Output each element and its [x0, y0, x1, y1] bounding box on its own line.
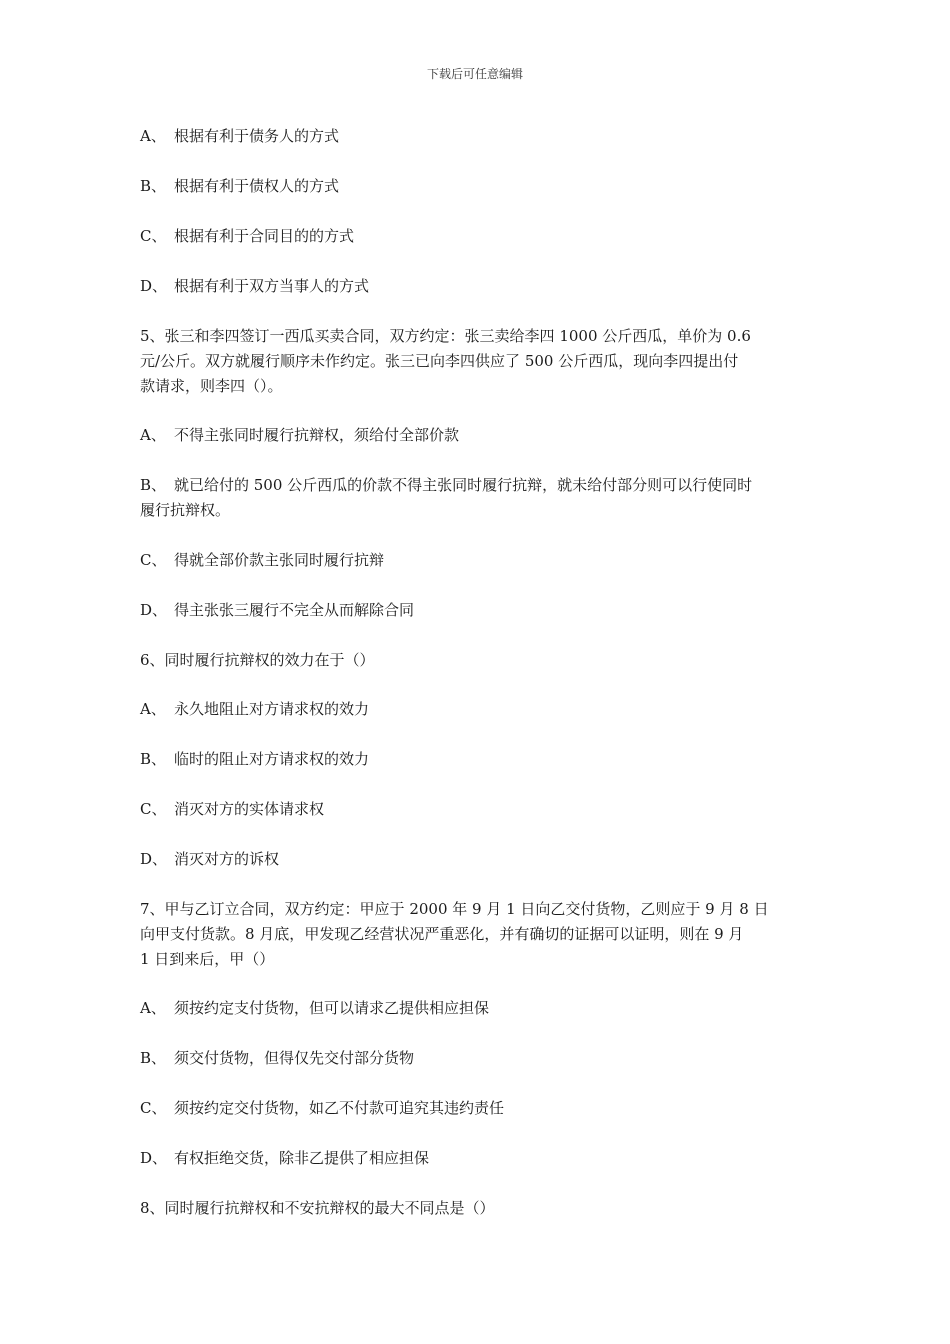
option-letter: D、: [140, 1149, 168, 1167]
option-letter: D、: [140, 601, 168, 619]
q5-option-d: [140, 598, 812, 623]
q4-option-a: [140, 124, 812, 149]
q4-option-c: [140, 224, 812, 249]
option-letter: B、: [140, 476, 167, 494]
q8-stem: 8、同时履行抗辩权和不安抗辩权的最大不同点是（）: [140, 1199, 495, 1217]
option-letter: A、: [140, 127, 166, 145]
option-letter: B、: [140, 1049, 167, 1067]
option-text: 须交付货物，但得仅先交付部分货物: [174, 1049, 415, 1067]
q7-option-c: [140, 1096, 812, 1121]
option-letter: A、: [140, 999, 166, 1017]
option-letter: A、: [140, 426, 166, 444]
option-text: 根据有利于债务人的方式: [174, 127, 340, 145]
option-letter: C、: [140, 227, 167, 245]
page-header: 下载后可任意编辑: [426, 67, 523, 81]
q6-option-b: [140, 747, 812, 772]
option-letter: C、: [140, 1099, 167, 1117]
q7-option-d: [140, 1146, 812, 1171]
q5-stem-line-1: 5、张三和李四签订一西瓜买卖合同，双方约定：张三卖给李四 1000 公斤西瓜，单价为 0.6: [140, 327, 751, 345]
q5-option-b-continuation: 履行抗辩权。: [140, 501, 231, 519]
option-text: 永久地阻止对方请求权的效力: [174, 700, 370, 718]
option-text: 须按约定支付货物，但可以请求乙提供相应担保: [174, 999, 490, 1017]
option-text: 根据有利于债权人的方式: [174, 177, 340, 195]
option-letter: A、: [140, 700, 166, 718]
q6-option-d: [140, 847, 812, 872]
option-letter: D、: [140, 277, 168, 295]
option-letter: C、: [140, 551, 167, 569]
q7-option-a: [140, 996, 812, 1021]
q5-stem-line-3: 款请求，则李四（）。: [140, 377, 283, 395]
option-text: 不得主张同时履行抗辩权，须给付全部价款: [174, 426, 460, 444]
q6-stem: 6、同时履行抗辩权的效力在于（）: [140, 651, 375, 669]
q5-option-a: [140, 423, 812, 448]
option-text: 得就全部价款主张同时履行抗辩: [174, 551, 385, 569]
q4-option-d: [140, 274, 812, 299]
q5-option-b: [140, 473, 812, 498]
option-text: 消灭对方的诉权: [174, 850, 280, 868]
option-text: 得主张张三履行不完全从而解除合同: [174, 601, 415, 619]
option-text: 有权拒绝交货，除非乙提供了相应担保: [174, 1149, 430, 1167]
q7-stem-line-1: 7、甲与乙订立合同，双方约定：甲应于 2000 年 9 月 1 日向乙交付货物，乙则应于 9 月 8 日: [140, 900, 769, 918]
option-text: 消灭对方的实体请求权: [174, 800, 325, 818]
q4-option-b: [140, 174, 812, 199]
option-text: 根据有利于双方当事人的方式: [174, 277, 370, 295]
q5-stem-line-2: 元/公斤。双方就履行顺序未作约定。张三已向李四供应了 500 公斤西瓜，现向李四提出付: [140, 352, 739, 370]
option-letter: B、: [140, 177, 167, 195]
option-text: 就已给付的 500 公斤西瓜的价款不得主张同时履行抗辩，就未给付部分则可以行使同时: [174, 476, 753, 494]
option-letter: B、: [140, 750, 167, 768]
q6-option-a: [140, 697, 812, 722]
option-letter: C、: [140, 800, 167, 818]
q7-stem-line-2: 向甲支付货款。8 月底，甲发现乙经营状况严重恶化，并有确切的证据可以证明，则在 9 月: [140, 925, 744, 943]
q5-option-c: [140, 548, 812, 573]
option-letter: D、: [140, 850, 168, 868]
q6-option-c: [140, 797, 812, 822]
option-text: 根据有利于合同目的的方式: [174, 227, 355, 245]
q7-stem-line-3: 1 日到来后，甲（）: [140, 950, 275, 968]
q7-option-b: [140, 1046, 812, 1071]
option-text: 须按约定交付货物，如乙不付款可追究其违约责任: [174, 1099, 505, 1117]
option-text: 临时的阻止对方请求权的效力: [174, 750, 370, 768]
